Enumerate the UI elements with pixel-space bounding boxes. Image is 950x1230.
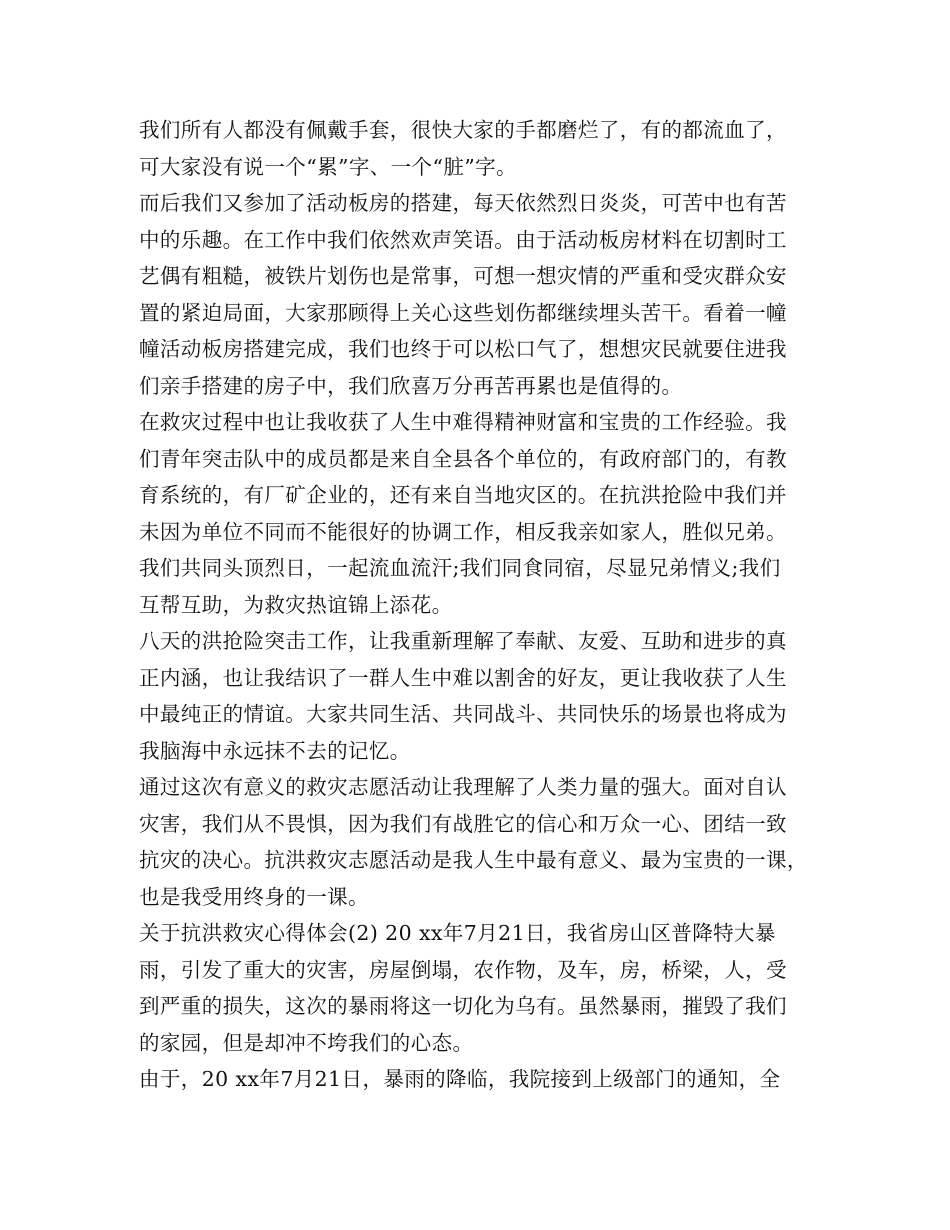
text-line: 们青年突击队中的成员都是来自全县各个单位的，有政府部门的，有教 [139,446,787,471]
body-text [139,112,819,1098]
text-line: 可大家没有说一个“累”字、一个“脏”字。 [139,154,517,179]
text-line: 未因为单位不同而不能很好的协调工作，相反我亲如家人，胜似兄弟。 [139,519,787,544]
text-line: 关于抗洪救灾心得体会(2) 20 xx年7月21日，我省房山区普降特大暴 [139,921,776,945]
text-line: 们亲手搭建的房子中，我们欣喜万分再苦再累也是值得的。 [139,373,683,398]
text-line: 在救灾过程中也让我收获了人生中难得精神财富和宝贵的工作经验。我 [139,410,787,434]
text-line: 而后我们又参加了活动板房的搭建，每天依然烈日炎炎，可苦中也有苦 [139,191,787,215]
text-line: 艺偶有粗糙，被铁片划伤也是常事，可想一想灾情的严重和受灾群众安 [139,264,787,288]
text-line: 通过这次有意义的救灾志愿活动让我理解了人类力量的强大。面对自认 [139,775,787,799]
text-line: 置的紧迫局面，大家那顾得上关心这些划伤都继续埋头苦干。看着一幢 [139,300,787,325]
text-line: 互帮互助，为救灾热谊锦上添花。 [139,592,453,617]
text-line: 的家园，但是却冲不垮我们的心态。 [139,1030,474,1055]
text-line: 抗灾的决心。抗洪救灾志愿活动是我人生中最有意义、最为宝贵的一课， [139,848,808,872]
text-line: 我们所有人都没有佩戴手套，很快大家的手都磨烂了，有的都流血了， [139,118,787,142]
text-line: 由于，20 xx年7月21日，暴雨的降临，我院接到上级部门的通知，全 [139,1067,781,1091]
text-line: 到严重的损失，这次的暴雨将这一切化为乌有。虽然暴雨，摧毁了我们 [139,994,787,1018]
text-line: 灾害，我们从不畏惧，因为我们有战胜它的信心和万众一心、团结一致 [139,811,787,836]
text-line: 我脑海中永远抹不去的记忆。 [139,738,411,763]
text-line: 也是我受用终身的一课。 [139,884,369,909]
text-line: 雨，引发了重大的灾害，房屋倒塌，农作物，及车，房，桥梁，人，受 [139,957,787,982]
text-line: 育系统的，有厂矿企业的，还有来自当地灾区的。在抗洪抢险中我们并 [139,483,787,507]
text-line: 八天的洪抢险突击工作，让我重新理解了奉献、友爱、互助和进步的真 [139,629,787,653]
text-line: 幢活动板房搭建完成，我们也终于可以松口气了，想想灾民就要住进我 [139,337,787,361]
text-line: 中最纯正的情谊。大家共同生活、共同战斗、共同快乐的场景也将成为 [139,702,787,726]
text-line: 正内涵，也让我结识了一群人生中难以割舍的好友，更让我收获了人生 [139,665,787,690]
text-line: 我们共同头顶烈日，一起流血流汗;我们同食同宿，尽显兄弟情义;我们 [139,556,781,580]
text-line: 中的乐趣。在工作中我们依然欢声笑语。由于活动板房材料在切割时工 [139,227,787,252]
